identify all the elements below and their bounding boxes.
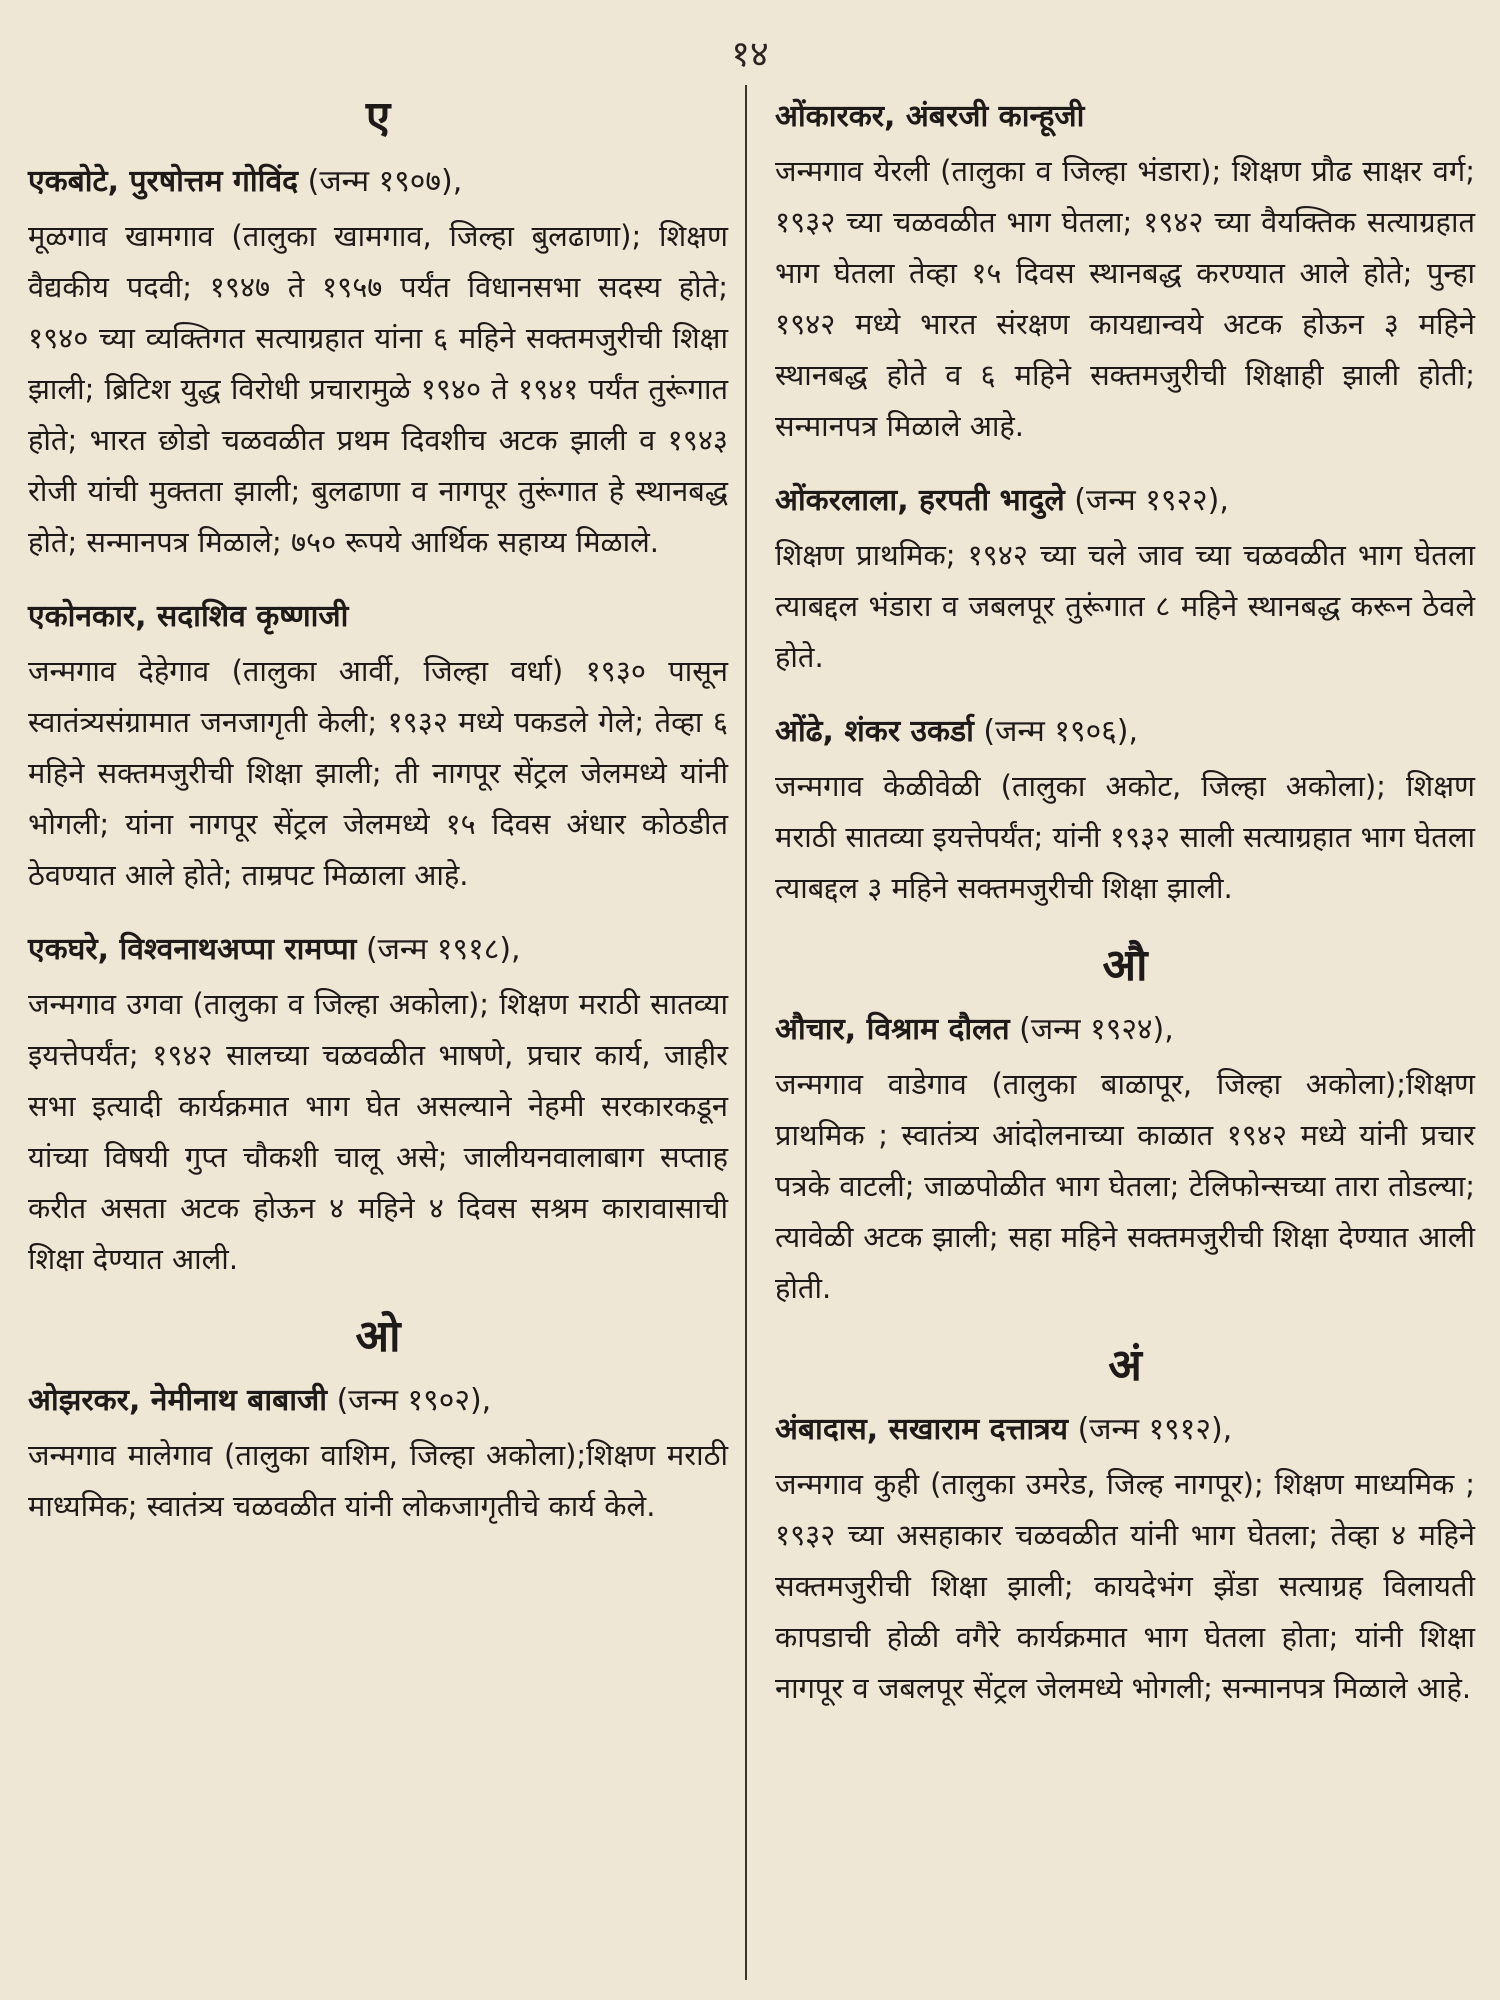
entry-heading bbox=[28, 159, 728, 205]
left-column bbox=[28, 80, 728, 1558]
entry-heading bbox=[28, 594, 728, 640]
entry bbox=[775, 1007, 1475, 1314]
entry-name: ओंकारकर, अंबरजी कान्हूजी bbox=[775, 99, 1085, 134]
section-letter: ओ bbox=[355, 1310, 401, 1362]
entry bbox=[775, 709, 1475, 914]
entry bbox=[28, 594, 728, 901]
entry-body: जन्मगाव येरली (तालुका व जिल्हा भंडारा); शिक्षण प्रौढ साक्षर वर्ग; १९३२ च्या चळवळीत भाग घेतला; १९४२ च्या वैयक्तिक सत्याग्रहात भाग घेतला तेव्हा १५ दिवस स्थानबद्ध करण्यात आले होते; पुन्हा १९४२ मध्ये भारत संरक्षण कायद्यान्वये अटक होऊन ३ महिने स्थानबद्ध होते व ६ महिने सक्तमजुरीची शिक्षाही झाली होती; सन्मानपत्र मिळाले आहे. bbox=[775, 154, 1475, 443]
entry-name: ओंकरलाला, हरपती भादुले bbox=[775, 483, 1065, 518]
entry-birth: (जन्म १९२२), bbox=[1074, 483, 1229, 518]
entry-heading bbox=[28, 927, 728, 973]
entry-body: जन्मगाव देहेगाव (तालुका आर्वी, जिल्हा वर्धा) १९३० पासून स्वातंत्र्यसंग्रामात जनजागृती केली; १९३२ मध्ये पकडले गेले; तेव्हा ६ महिने सक्तमजुरीची शिक्षा झाली; ती नागपूर सेंट्रल जेलमध्ये यांनी भोगली; यांना नागपूर सेंट्रल जेलमध्ये १५ दिवस अंधार कोठडीत ठेवण्यात आले होते; ताम्रपट मिळाला आहे. bbox=[28, 653, 728, 892]
entry-birth: (जन्म १९१८), bbox=[365, 931, 521, 967]
entry-heading bbox=[775, 94, 1475, 140]
right-column bbox=[775, 80, 1475, 1740]
entry-body: शिक्षण प्राथमिक; १९४२ च्या चले जाव च्या चळवळीत भाग घेतला त्याबद्दल भंडारा व जबलपूर तुरूंगात ८ महिने स्थानबद्ध करून ठेवले होते. bbox=[775, 538, 1475, 674]
section-letter: औ bbox=[1102, 940, 1148, 991]
entry-name: एकोनकार, सदाशिव कृष्णाजी bbox=[28, 598, 349, 634]
entry-body: जन्मगाव कुही (तालुका उमरेड, जिल्ह नागपूर); शिक्षण माध्यमिक ; १९३२ च्या असहाकार चळवळीत यांनी भाग घेतला; तेव्हा ४ महिने सक्तमजुरीची शिक्षा झाली; कायदेभंग झेंडा सत्याग्रह विलायती कापडाची होळी वगैरे कार्यक्रमात भाग घेतला होता; यांनी शिक्षा नागपूर व जबलपूर सेंट्रल जेलमध्ये भोगली; सन्मानपत्र मिळाले आहे. bbox=[775, 1466, 1475, 1705]
entry-name: ओंढे, शंकर उकर्डा bbox=[775, 714, 974, 749]
entry-name: ओझरकर, नेमीनाथ बाबाजी bbox=[28, 1382, 328, 1418]
page-number: १४ bbox=[731, 34, 769, 75]
entry bbox=[28, 159, 728, 568]
entry-name: एकघरे, विश्वनाथअप्पा रामप्पा bbox=[28, 931, 357, 967]
section-letter: ए bbox=[365, 92, 391, 143]
entry bbox=[775, 94, 1475, 452]
entry-heading bbox=[775, 478, 1475, 524]
entry-body: जन्मगाव उगवा (तालुका व जिल्हा अकोला); शिक्षण मराठी सातव्या इयत्तेपर्यंत; १९४२ सालच्या चळवळीत भाषणे, प्रचार कार्य, जाहीर सभा इत्यादी कार्यक्रमात भाग घेत असल्याने नेहमी सरकारकडून यांच्या विषयी गुप्त चौकशी चालू असे; जालीयनवालाबाग सप्ताह करीत असता अटक होऊन ४ महिने ४ दिवस सश्रम कारावासाची शिक्षा देण्यात आली. bbox=[28, 986, 728, 1276]
entry-heading bbox=[775, 1407, 1475, 1453]
entry-body: मूळगाव खामगाव (तालुका खामगाव, जिल्हा बुलढाणा); शिक्षण वैद्यकीय पदवी; १९४७ ते १९५७ पर्यंत विधानसभा सदस्य होते; १९४० च्या व्यक्तिगत सत्याग्रहात यांना ६ महिने सक्तमजुरीची शिक्षा झाली; ब्रिटिश युद्ध विरोधी प्रचारामुळे १९४० ते १९४१ पर्यंत तुरूंगात होते; भारत छोडो चळवळीत प्रथम दिवशीच अटक झाली व १९४३ रोजी यांची मुक्तता झाली; बुलढाणा व नागपूर तुरूंगात हे स्थानबद्ध होते; सन्मानपत्र मिळाले; ७५० रूपये आर्थिक सहाय्य मिळाले. bbox=[28, 218, 728, 559]
entry-birth: (जन्म १९०२), bbox=[336, 1382, 492, 1418]
entry-name: अंबादास, सखाराम दत्तात्रय bbox=[775, 1411, 1069, 1447]
entry-birth: (जन्म १९२४), bbox=[1019, 1011, 1174, 1047]
entry-body: जन्मगाव केळीवेळी (तालुका अकोट, जिल्हा अकोला); शिक्षण मराठी सातव्या इयत्तेपर्यंत; यांनी १९३२ साली सत्याग्रहात भाग घेतला त्याबद्दल ३ महिने सक्तमजुरीची शिक्षा झाली. bbox=[775, 769, 1475, 905]
entry-birth: (जन्म १९०६), bbox=[983, 714, 1139, 749]
entry-birth: (जन्म १९१२), bbox=[1077, 1411, 1233, 1447]
entry-name: औचार, विश्राम दौलत bbox=[775, 1011, 1010, 1047]
entry-heading bbox=[775, 1007, 1475, 1053]
entry bbox=[28, 927, 728, 1285]
entry bbox=[775, 1407, 1475, 1714]
section-letter: अं bbox=[1108, 1339, 1142, 1391]
entry bbox=[28, 1378, 728, 1532]
entry bbox=[775, 478, 1475, 683]
entry-heading bbox=[775, 709, 1475, 755]
entry-name: एकबोटे, पुरषोत्तम गोविंद bbox=[28, 163, 299, 199]
entry-heading bbox=[28, 1378, 728, 1424]
entry-body: जन्मगाव वाडेगाव (तालुका बाळापूर, जिल्हा अकोला);शिक्षण प्राथमिक ; स्वातंत्र्य आंदोलनाच्या काळात १९४२ मध्ये यांनी प्रचार पत्रके वाटली; जाळपोळीत भाग घेतला; टेलिफोन्सच्या तारा तोडल्या; त्यावेळी अटक झाली; सहा महिने सक्तमजुरीची शिक्षा देण्यात आली होती. bbox=[775, 1066, 1475, 1305]
column-divider bbox=[745, 85, 747, 1980]
entry-birth: (जन्म १९०७), bbox=[307, 163, 463, 199]
entry-body: जन्मगाव मालेगाव (तालुका वाशिम, जिल्हा अकोला);शिक्षण मराठी माध्यमिक; स्वातंत्र्य चळवळीत यांनी लोकजागृतीचे कार्य केले. bbox=[28, 1437, 728, 1523]
